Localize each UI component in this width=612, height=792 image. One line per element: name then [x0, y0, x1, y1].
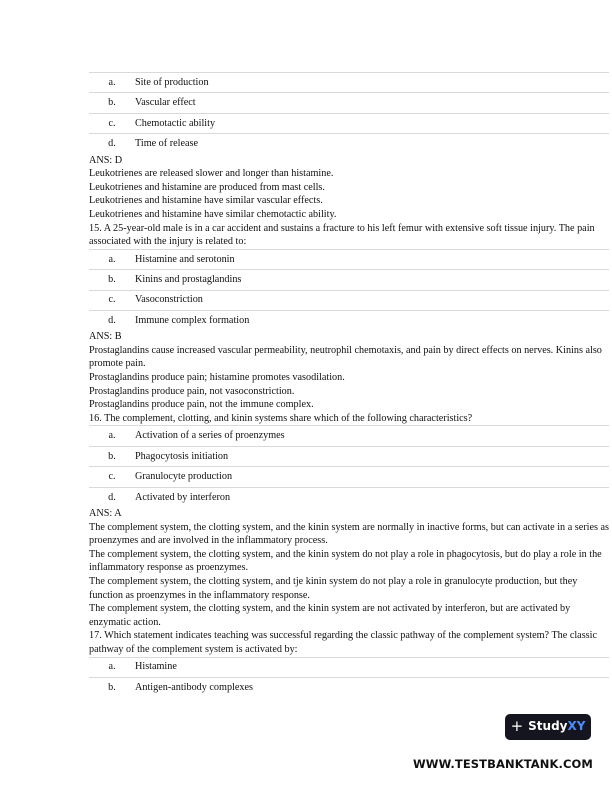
logo-xy-text: XY — [567, 719, 586, 734]
rationale-line: Prostaglandins produce pain, not vasoconstriction. — [89, 385, 295, 397]
studyxy-logo — [505, 714, 591, 740]
option-text: Vasoconstriction — [135, 294, 203, 306]
option-text: Immune complex formation — [135, 314, 250, 326]
option-text: Phagocytosis initiation — [135, 450, 229, 462]
footer-url: WWW.TESTBANKTANK.COM — [413, 757, 593, 771]
option-row — [89, 466, 609, 486]
option-letter: b. — [108, 274, 116, 285]
option-letter: a. — [108, 253, 116, 265]
option-letter: b. — [108, 450, 116, 462]
option-row — [89, 487, 609, 507]
rationale-line: The complement system, the clotting system, and the kinin system are not activated by interferon, but are activated by enzymatic action. — [89, 603, 571, 628]
option-letter: a. — [108, 430, 116, 442]
answer-key: ANS: A — [89, 508, 122, 519]
q17-options — [89, 657, 609, 698]
option-letter: c. — [108, 471, 116, 483]
logo-study-text: Study — [528, 719, 568, 734]
option-row — [89, 310, 609, 330]
option-text: Vascular effect — [135, 97, 196, 109]
rationale-line: Prostaglandins produce pain, not the immune complex. — [89, 399, 314, 411]
option-letter: d. — [108, 314, 116, 326]
rationale-line: Leukotrienes and histamine have similar vascular effects. — [89, 195, 323, 207]
option-row — [89, 290, 609, 310]
question-content — [89, 72, 609, 697]
rationale-line: Leukotrienes are released slower and longer than histamine. — [89, 168, 334, 180]
rationale-line: The complement system, the clotting system, and the kinin system do not play a role in phagocytosis, but do play a role in the inflammatory response as proenzymes. — [89, 548, 602, 574]
question-stem: 17. Which statement indicates teaching was successful regarding the classic pathway of the complement system? The classic pathway of the complement system is activated by: — [89, 630, 597, 655]
q14-options — [89, 72, 609, 154]
question-stem: 16. The complement, clotting, and kinin systems share which of the following characteristics? — [89, 412, 473, 424]
option-letter: b. — [108, 681, 116, 693]
option-text: Time of release — [135, 138, 198, 150]
option-text: Activation of a series of proenzymes — [135, 430, 285, 442]
option-letter: d. — [108, 491, 116, 503]
option-letter: c. — [108, 294, 116, 306]
option-row — [89, 269, 609, 289]
q15-options — [89, 249, 609, 331]
option-row — [89, 425, 609, 445]
rationale-line: Prostaglandins produce pain; histamine promotes vasodilation. — [89, 372, 345, 384]
option-text: Antigen-antibody complexes — [135, 681, 253, 693]
option-text: Histamine and serotonin — [135, 253, 235, 265]
answer-key: ANS: D — [89, 154, 123, 166]
answer-key: ANS: B — [89, 331, 122, 343]
option-letter: a. — [108, 661, 116, 673]
option-row — [89, 133, 609, 153]
rationale-line: The complement system, the clotting system, and the kinin system are normally in inactive forms, but can activate in a series as proenzymes and are involved in the inflammatory process. — [89, 521, 609, 547]
option-text: Histamine — [135, 661, 177, 673]
option-row — [89, 657, 609, 677]
option-text: Activated by interferon — [135, 491, 231, 503]
option-row — [89, 113, 609, 133]
option-row — [89, 677, 609, 697]
option-letter: b. — [108, 97, 116, 109]
option-letter: c. — [108, 117, 116, 129]
plus-icon: + — [510, 717, 524, 736]
rationale-line: Prostaglandins cause increased vascular permeability, neutrophil chemotaxis, and pain by direct effects on nerves. Kinins also promote pain. — [89, 344, 602, 370]
option-text: Site of production — [135, 76, 209, 88]
q16-options — [89, 425, 609, 507]
option-text: Granulocyte production — [135, 471, 233, 483]
option-letter: a. — [108, 76, 116, 88]
rationale-line: The complement system, the clotting system, and tje kinin system do not play a role in granulocyte production, but they function as proenzymes in the inflammatory response. — [89, 575, 578, 601]
option-row — [89, 72, 609, 92]
question-stem: 15. A 25-year-old male is in a car accident and sustains a fracture to his left femur with extensive soft tissue injury. The pain associated with the injury is related to: — [89, 222, 595, 248]
rationale-line: Leukotrienes and histamine have similar chemotactic ability. — [89, 208, 337, 220]
option-text: Kinins and prostaglandins — [135, 274, 242, 285]
option-text: Chemotactic ability — [135, 117, 216, 129]
option-row — [89, 92, 609, 112]
option-letter: d. — [108, 138, 116, 150]
option-row — [89, 249, 609, 269]
rationale-line: Leukotrienes and histamine are produced from mast cells. — [89, 181, 325, 193]
option-row — [89, 446, 609, 466]
